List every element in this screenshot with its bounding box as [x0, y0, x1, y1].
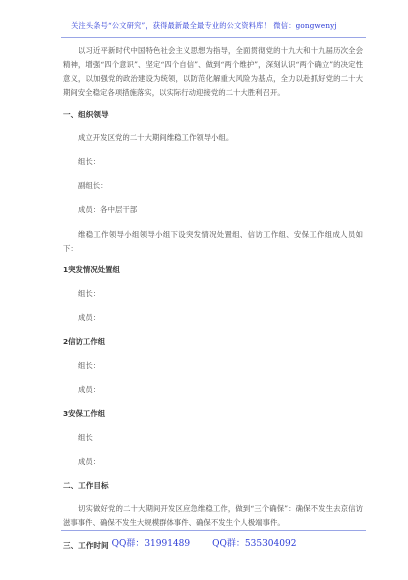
subgroup-leader-line: 组长： [78, 361, 101, 370]
subgroup-leader-line: 组长： [78, 289, 101, 298]
subgroup-members-line: 成员： [78, 385, 101, 394]
section-heading-organization: 一、组织领导 [63, 110, 109, 119]
subgroup-leader-line: 组长 [78, 433, 93, 442]
header-banner: 关注头条号“公文研究”，获得最新最全最专业的公文资料库！ 微信：gongwenyj [71, 21, 337, 30]
subgroup-title: 1突发情况处置组 [63, 265, 120, 274]
leadership-group-paragraph: 成立开发区党的二十大期间维稳工作领导小组。 [78, 133, 234, 142]
deputy-leader-line: 副组长： [78, 181, 108, 190]
subgroup-members-line: 成员： [78, 457, 101, 466]
qq-group-1: QQ群：31991489 [111, 539, 191, 549]
section-heading-time: 三、工作时间 [63, 541, 109, 550]
header-divider [61, 37, 366, 38]
qq-group-2: QQ群：535304092 [212, 539, 297, 549]
subgroups-paragraph: 维稳工作领导小组领导小组下设突发情况处置组、信访工作组、安保工作组成人员如下： [63, 230, 363, 253]
group-leader-line: 组长： [78, 157, 101, 166]
members-line: 成员：各中层干部 [78, 205, 138, 214]
subgroup-members-line: 成员： [78, 313, 101, 322]
footer-divider [61, 530, 366, 531]
goals-paragraph: 切实做好党的二十大期间开发区应急维稳工作，做到“三个确保”：确保不发生去京信访滋事事件、确保不发生大规模群体事件、确保不发生个人极端事件。 [63, 504, 363, 527]
intro-paragraph: 以习近平新时代中国特色社会主义思想为指导，全面贯彻党的十九大和十九届历次全会精神，增强“四个意识”、坚定“四个自信”、做到“两个维护”，深刻认识“两个确立”的决定性意义，以加强党的政治建设为统领，以防范化解重大风险为基点，全力以赴抓好党的二十大期间安全稳定各项措施落实，以实际行动迎接党的二十大胜利召开。 [63, 46, 363, 97]
document-body [63, 44, 363, 552]
section-heading-goals: 二、工作目标 [63, 481, 109, 490]
footer-contacts [0, 536, 408, 549]
subgroup-title: 3安保工作组 [63, 409, 106, 418]
subgroup-title: 2信访工作组 [63, 337, 106, 346]
